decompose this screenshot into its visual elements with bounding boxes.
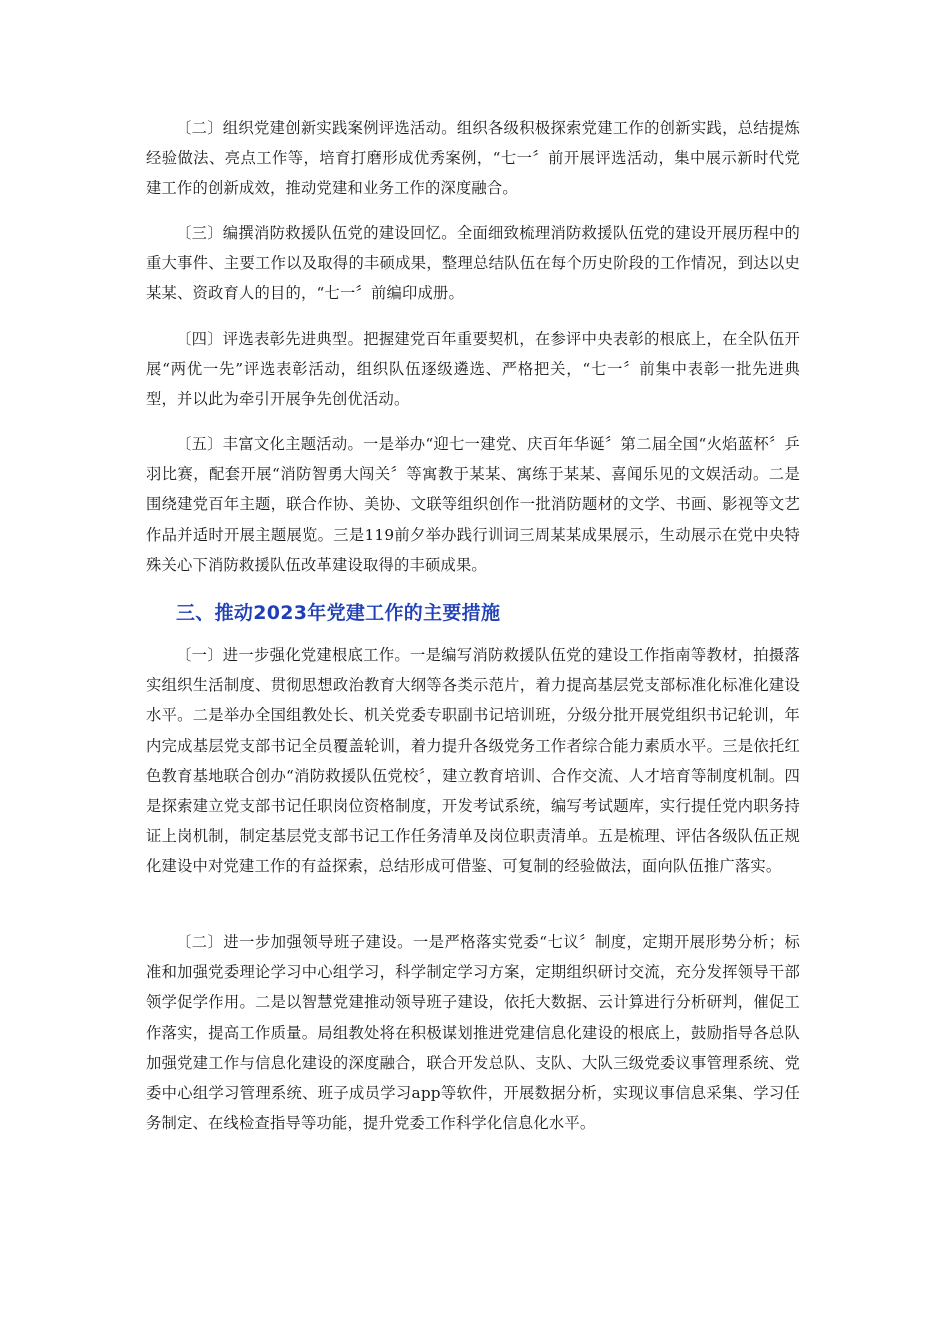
paragraph-case-selection: 〔二〕组织党建创新实践案例评选活动。组织各级积极探索党建工作的创新实践，总结提炼经验做法、亮点工作等，培育打磨形成优秀案例，“七一〞前开展评选活动，集中展示新时代党建工作的创新成效，推动党建和业务工作的深度融合。 (146, 119, 800, 198)
paragraph-model-awards: 〔四〕评选表彰先进典型。把握建党百年重要契机，在参评中央表彰的根底上，在全队伍开展“两优一先”评选表彰活动，组织队伍逐级遴选、严格把关，“七一〞前集中表彰一批先进典型，并以此为牵引开展争先创优活动。 (146, 330, 800, 409)
section-heading: 三、推动2023年党建工作的主要措施 (176, 602, 501, 624)
paragraph-culture-activities: 〔五〕丰富文化主题活动。一是举办“迎七一建党、庆百年华诞〞第二届全国“火焰蓝杯〞乒羽比赛，配套开展“消防智勇大闯关〞等寓教于某某、寓练于某某、喜闻乐见的文娱活动。二是围绕建党百年主题，联合作协、美协、文联等组织创作一批消防题材的文学、书画、影视等文艺作品并适时开展主题展览。三是119前夕举办践行训词三周某某成果展示，生动展示在党中央特殊关心下消防救援队伍改革建设取得的丰硕成果。 (146, 435, 800, 574)
paragraph-leadership-building: 〔二〕进一步加强领导班子建设。一是严格落实党委“七议〞制度，定期开展形势分析；标准和加强党委理论学习中心组学习，科学制定学习方案，定期组织研讨交流，充分发挥领导干部领学促学作用。二是以智慧党建推动领导班子建设，依托大数据、云计算进行分析研判，催促工作落实，提高工作质量。局组教处将在积极谋划推进党建信息化建设的根底上，鼓励指导各总队加强党建工作与信息化建设的深度融合，联合开发总队、支队、大队三级党委议事管理系统、党委中心组学习管理系统、班子成员学习app等软件，开展数据分析，实现议事信息采集、学习任务制定、在线检查指导等功能，提升党委工作科学化信息化水平。 (146, 933, 800, 1133)
paragraph-foundation-work: 〔一〕进一步强化党建根底工作。一是编写消防救援队伍党的建设工作指南等教材，拍摄落实组织生活制度、贯彻思想政治教育大纲等各类示范片，着力提高基层党支部标准化标准化建设水平。二是举办全国组教处长、机关党委专职副书记培训班，分级分批开展党组织书记轮训，年内完成基层党支部书记全员覆盖轮训，着力提升各级党务工作者综合能力素质水平。三是依托红色教育基地联合创办“消防救援队伍党校〞，建立教育培训、合作交流、人才培育等制度机制。四是探索建立党支部书记任职岗位资格制度，开发考试系统，编写考试题库，实行提任党内职务持证上岗机制，制定基层党支部书记工作任务清单及岗位职责清单。五是梳理、评估各级队伍正规化建设中对党建工作的有益探索，总结形成可借鉴、可复制的经验做法，面向队伍推广落实。 (146, 646, 800, 876)
paragraph-party-history: 〔三〕编撰消防救援队伍党的建设回忆。全面细致梳理消防救援队伍党的建设开展历程中的重大事件、主要工作以及取得的丰硕成果，整理总结队伍在每个历史阶段的工作情况，到达以史某某、资政育人的目的，“七一〞前编印成册。 (146, 224, 800, 303)
